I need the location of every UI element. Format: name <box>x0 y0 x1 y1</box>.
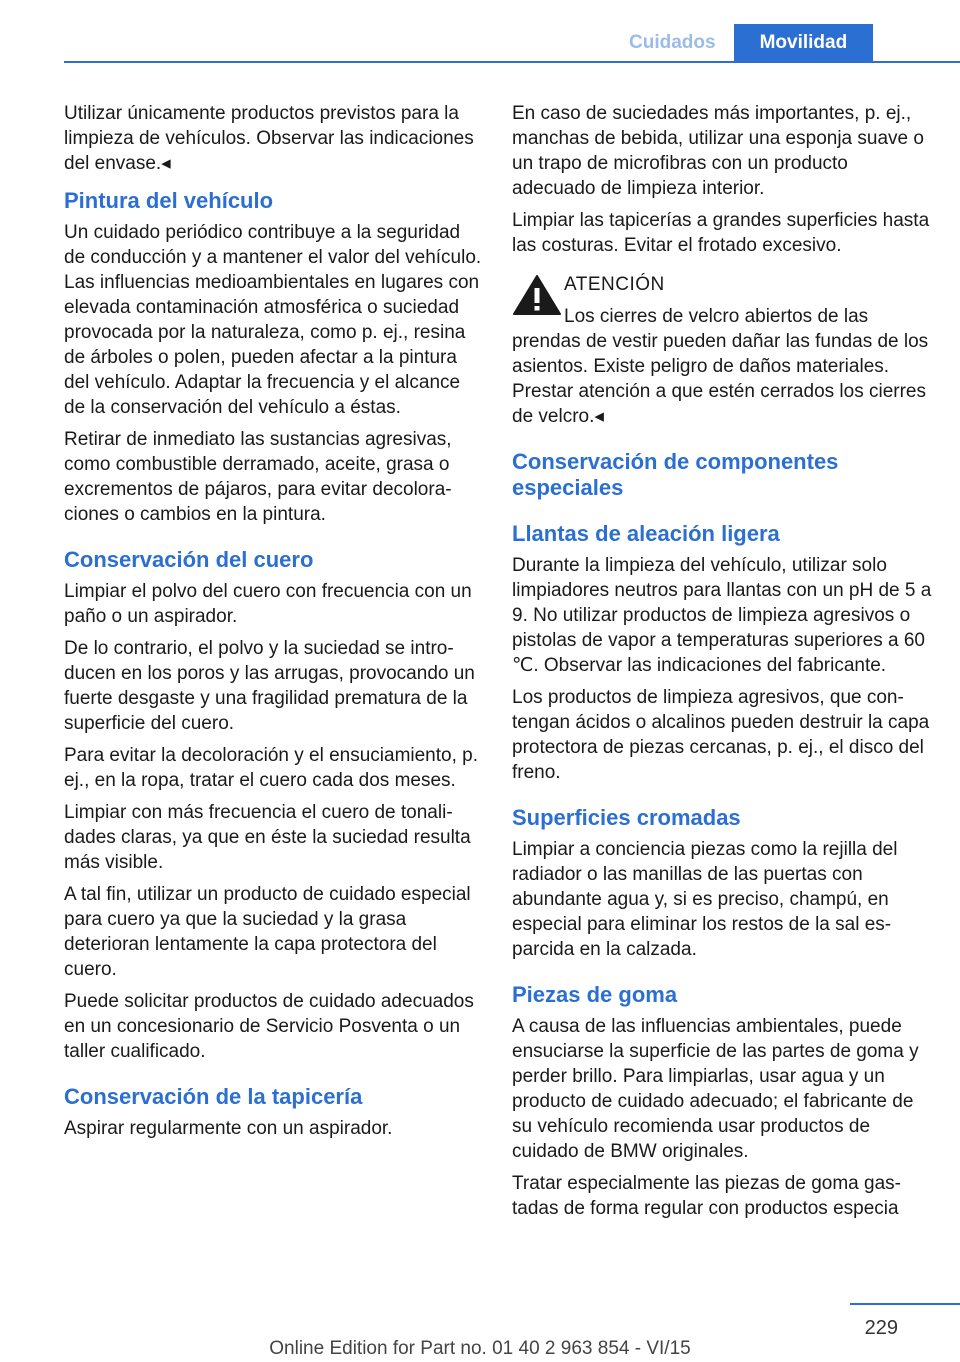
left-column <box>64 101 482 1148</box>
paragraph: Para evitar la decoloración y el ensuciamiento, p. ej., en la ropa, tratar el cuero cada dos meses. <box>64 745 479 791</box>
paragraph: A tal fin, utilizar un producto de cuidado especial para cuero ya que la suciedad y la grasa deterioran lentamente la capa protectora del cuero. <box>64 884 471 980</box>
paragraph: Limpiar las tapicerías a grandes superficies hasta las costuras. Evitar el frotado excesivo. <box>512 210 930 256</box>
heading-pintura: Pintura del vehículo <box>64 188 274 213</box>
paragraph: En caso de suciedades más importantes, p. ej., manchas de bebida, utilizar una esponja suave o un trapo de microfibras con un producto adecuado de limpieza interior. <box>512 103 924 199</box>
heading-cuero: Conservación del cuero <box>64 547 314 572</box>
paragraph: Tratar especialmente las piezas de goma gastadas de forma regular con productos especia <box>512 1173 901 1219</box>
heading-componentes: Conservación de componentes especiales <box>512 449 839 500</box>
paragraph: Limpiar el polvo del cuero con frecuencia con un paño o un aspirador. <box>64 581 472 627</box>
subheading-goma: Piezas de goma <box>512 982 678 1007</box>
edition-text: Online Edition for Part no. 01 40 2 963 854 - VI/15 <box>269 1338 691 1359</box>
paragraph: Aspirar regularmente con un aspirador. <box>64 1118 393 1139</box>
paragraph: De lo contrario, el polvo y la suciedad se introducen en los poros y las arrugas, provocando un fuerte desgaste y una fragilidad prematura de la superficie del cuero. <box>64 638 475 734</box>
paragraph: Un cuidado periódico contribuye a la seguridad de conducción y a mantener el valor del vehículo. Las influencias medioambientales en lugares con elevada contaminación atmosférica o suciedad provocada por la naturaleza, como p. ej., resina de árboles o polen, pueden afectar a la pintura del vehículo. Adaptar la frecuencia y el alcance de la conservación del vehículo a éstas. <box>64 222 482 418</box>
warning-text: Los cierres de velcro abiertos de las prendas de vestir pueden dañar las fundas de los asientos. Existe peligro de daños materiales. Prestar atención a que estén cerrados los cierres de velcro.◂ <box>512 306 929 427</box>
header-rule <box>64 61 960 63</box>
tab-movilidad[interactable]: Movilidad <box>734 24 874 62</box>
right-column <box>512 101 932 1228</box>
tab-cuidados[interactable]: Cuidados <box>611 24 734 62</box>
intro-paragraph: Utilizar únicamente productos previstos para la limpieza de vehículos. Observar las indicaciones del envase.◂ <box>64 103 474 174</box>
paragraph: Retirar de inmediato las sustancias agresivas, como combustible derramado, aceite, grasa o excrementos de pájaros, para evitar decoloraciones o cambios en la pintura. <box>64 429 452 525</box>
subheading-llantas: Llantas de aleación ligera <box>512 521 780 546</box>
paragraph: Limpiar con más frecuencia el cuero de tonalidades claras, ya que en éste la suciedad resulta más visible. <box>64 802 471 873</box>
warning-box <box>512 272 932 429</box>
heading-tapiceria: Conservación de la tapicería <box>64 1084 363 1109</box>
subheading-cromadas: Superficies cromadas <box>512 805 741 830</box>
page-number: 229 <box>864 1317 898 1339</box>
paragraph: Limpiar a conciencia piezas como la rejilla del radiador o las manillas de las puertas con abundante agua y, si es preciso, champú, en especial para eliminar los restos de la sal esparcida en la calzada. <box>512 839 898 960</box>
warning-title: ATENCIÓN <box>564 274 665 295</box>
section-tabs <box>611 24 873 62</box>
paragraph: Durante la limpieza del vehículo, utilizar solo limpiadores neutros para llantas con un pH de 5 a 9. No utilizar productos de limpieza agresivos o pistolas de vapor a temperaturas superiores a 60 ℃. Observar las indicaciones del fabricante. <box>512 555 932 676</box>
warning-triangle-icon <box>512 274 562 316</box>
footer-edition <box>0 1338 960 1360</box>
paragraph: Puede solicitar productos de cuidado adecuados en un concesionario de Servicio Posventa o un taller cualificado. <box>64 991 474 1062</box>
footer-rule <box>850 1303 960 1305</box>
paragraph: A causa de las influencias ambientales, puede ensuciarse la superficie de las partes de goma y perder brillo. Para limpiarlas, usar agua y un producto de cuidado adecuado; el fabricante de su vehículo recomienda usar productos de cuidado de BMW originales. <box>512 1016 919 1162</box>
paragraph: Los productos de limpieza agresivos, que contengan ácidos o alcalinos pueden destruir la capa protectora de piezas cercanas, p. ej., el disco del freno. <box>512 687 930 783</box>
